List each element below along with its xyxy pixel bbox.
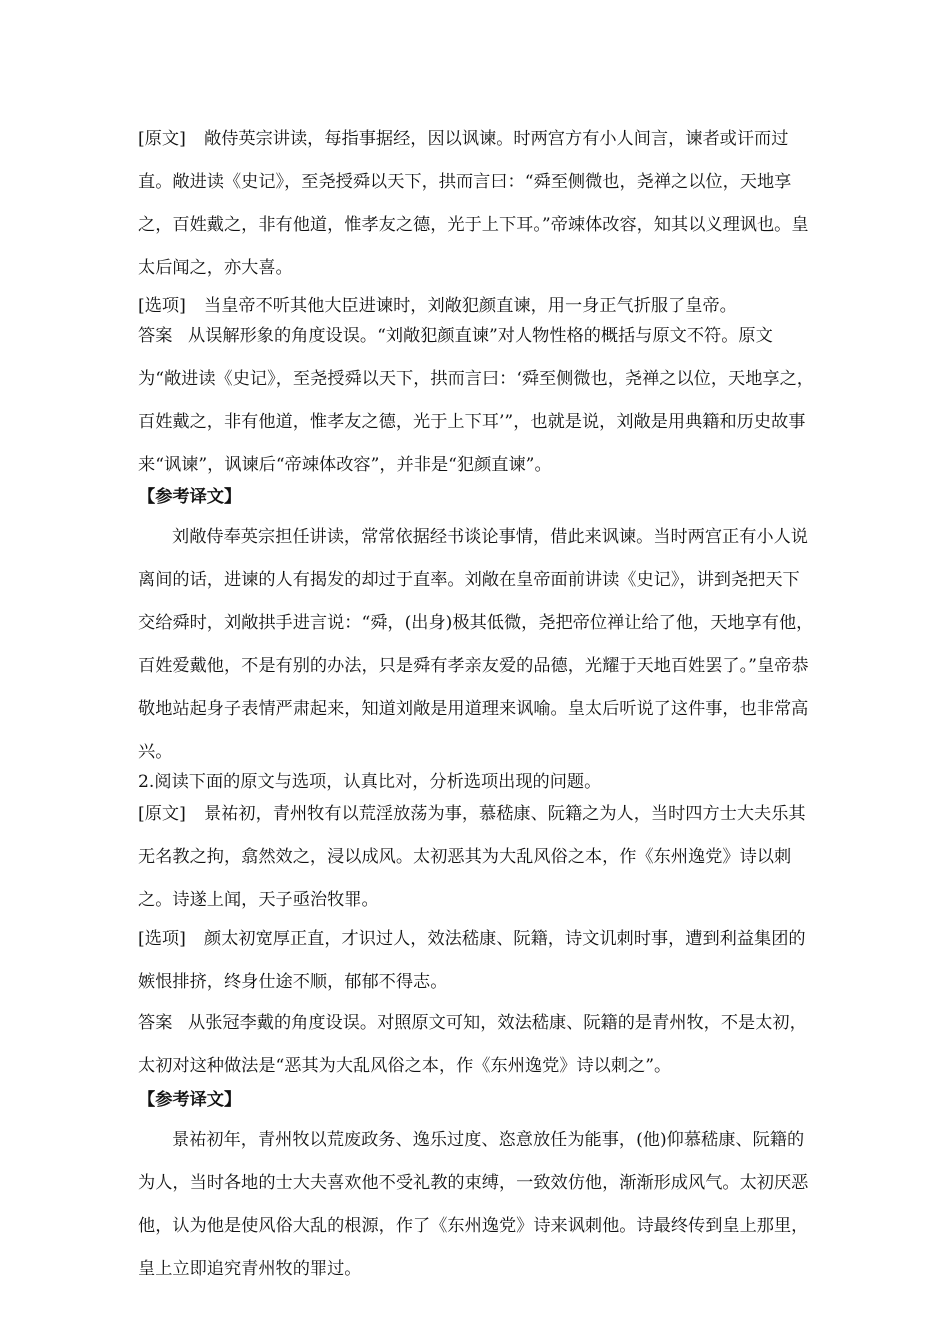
s2-option-tag: [选项] [138,929,186,949]
s1-original-text: 敞侍英宗讲读，每指事据经，因以讽谏。时两宫方有小人间言，谏者或讦而过直。敞进读《史记》，至尧授舜以天下，拱而言曰：“舜至侧微也，尧禅之以位，天地享之，百姓戴之，非有他道，惟孝友之德，光于上下耳。”帝竦体改容，知其以义理讽也。皇太后闻之，亦大喜。 [138,129,809,278]
s2-reference-text: 景祐初年，青州牧以荒废政务、逸乐过度、恣意放任为能事，(他)仰慕嵇康、阮籍的为人，当时各地的士大夫喜欢他不受礼教的束缚，一致效仿他，渐渐形成风气。太初厌恶他，认为他是使风俗大乱的根源，作了《东州逸党》诗来讽刺他。诗最终传到皇上那里，皇上立即追究青州牧的罪过。 [138,1130,809,1279]
s1-answer-paragraph [138,315,814,487]
s1-reference-text: 刘敞侍奉英宗担任讲读，常常依据经书谈论事情，借此来讽谏。当时两宫正有小人说离间的话，进谏的人有揭发的却过于直率。刘敞在皇帝面前讲读《史记》，讲到尧把天下交给舜时，刘敞拱手进言说：“舜，(出身)极其低微，尧把帝位禅让给了他，天地享有他，百姓爱戴他，不是有别的办法，只是舜有孝亲友爱的品德，光耀于天地百姓罢了。”皇帝恭敬地站起身子表情严肃起来，知道刘敞是用道理来讽喻。皇太后听说了这件事，也非常高兴。 [138,527,814,762]
s2-original-text: 景祐初，青州牧有以荒淫放荡为事，慕嵇康、阮籍之为人，当时四方士大夫乐其无名教之拘，翕然效之，浸以成风。太初恶其为大乱风俗之本，作《东州逸党》诗以刺之。诗遂上闻，天子亟治牧罪。 [138,804,806,910]
document-page [138,118,814,1291]
s1-reference-title: 【参考译文】 [138,487,242,507]
s2-answer-tag: 答案 [138,1013,173,1033]
s1-original-tag: [原文] [138,129,186,149]
s2-original-tag: [原文] [138,804,186,824]
s2-answer-paragraph [138,1002,814,1088]
s2-option-text: 颜太初宽厚正直，才识过人，效法嵇康、阮籍，诗文讥刺时事，遭到利益集团的嫉恨排挤，终身仕途不顺，郁郁不得志。 [138,929,806,992]
s1-answer-tag: 答案 [138,326,173,346]
s2-answer-text: 从张冠李戴的角度设误。对照原文可知，效法嵇康、阮籍的是青州牧，不是太初，太初对这种做法是“恶其为大乱风俗之本，作《东州逸党》诗以刺之”。 [138,1013,807,1076]
s1-answer-text: 从误解形象的角度设误。“刘敞犯颜直谏”对人物性格的概括与原文不符。原文为“敞进读《史记》，至尧授舜以天下，拱而言曰：‘舜至侧微也，尧禅之以位，天地享之，百姓戴之，非有他道，惟孝友之德，光于上下耳’”，也就是说，刘敞是用典籍和历史故事来“讽谏”，讽谏后“帝竦体改容”，并非是“犯颜直谏”。 [138,326,814,475]
s1-option-text: 当皇帝不听其他大臣进谏时，刘敞犯颜直谏，用一身正气折服了皇帝。 [204,296,737,316]
s2-option-paragraph [138,918,814,1004]
s2-reference-title: 【参考译文】 [138,1090,242,1110]
s1-original-paragraph [138,118,814,290]
s1-option-tag: [选项] [138,296,186,316]
s2-original-paragraph [138,793,814,922]
s2-question: 2.阅读下面的原文与选项，认真比对，分析选项出现的问题。 [138,772,602,792]
